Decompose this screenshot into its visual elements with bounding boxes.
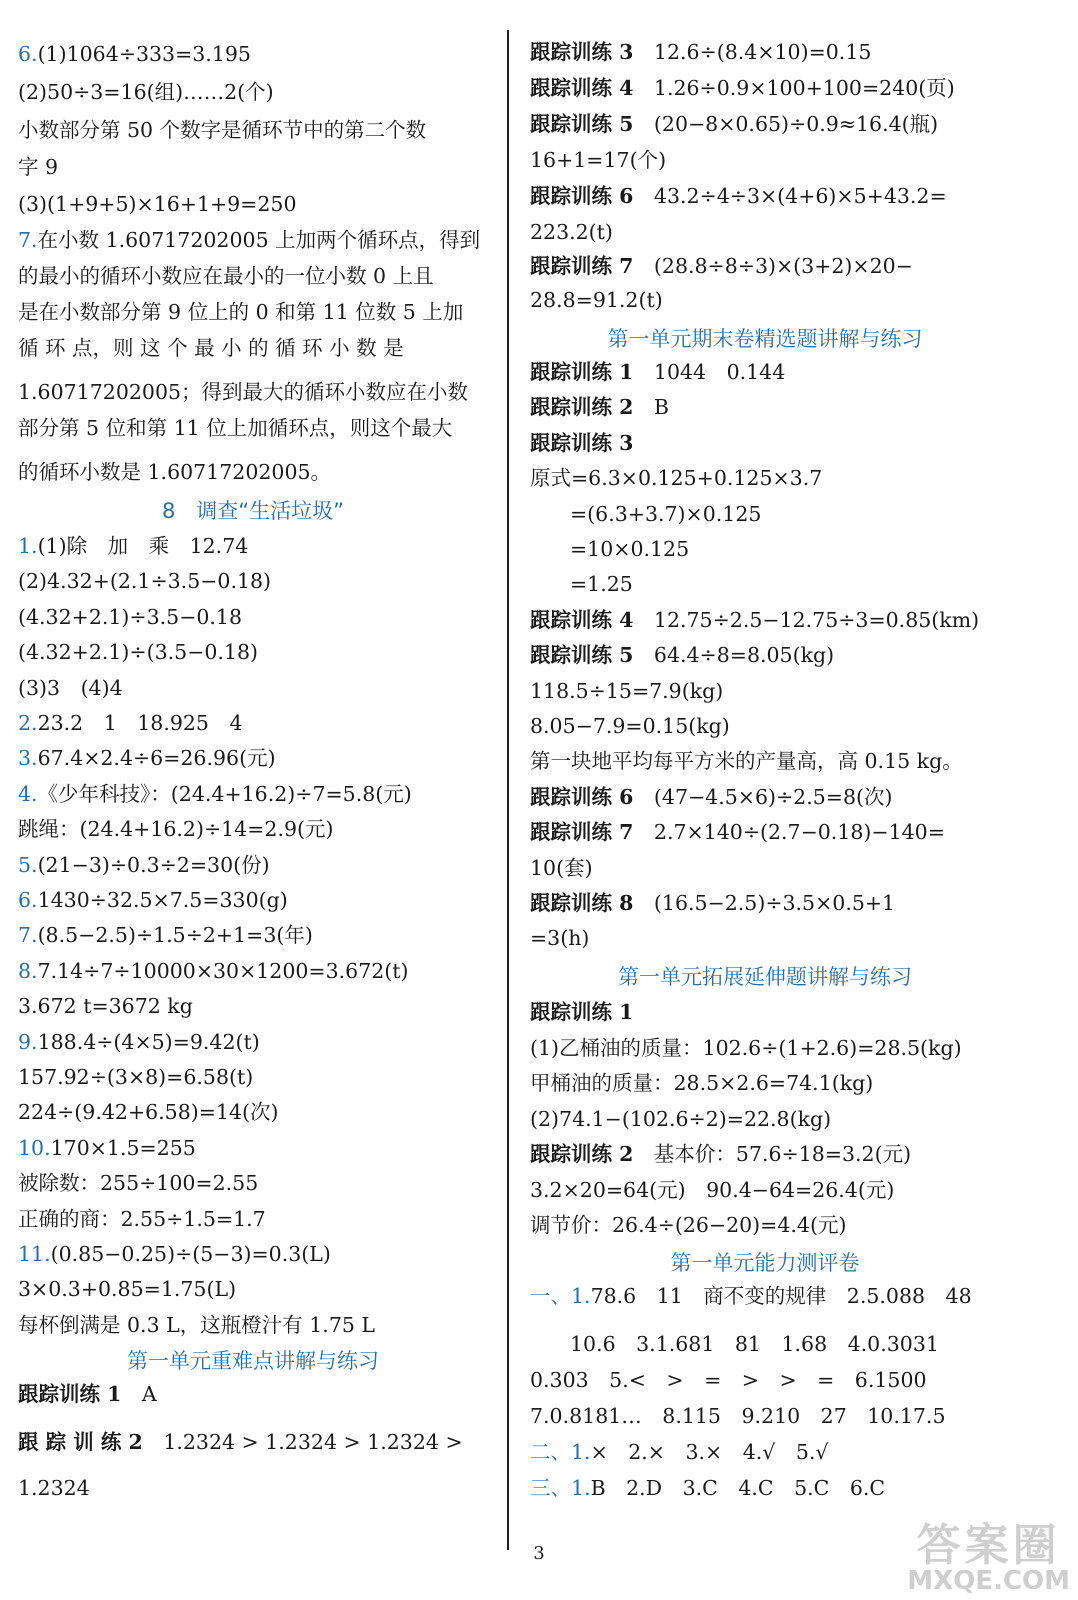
answer-line (530, 393, 669, 421)
answer-line (18, 851, 270, 879)
answer-text: 每杯倒满是 0.3 L，这瓶橙汁有 1.75 L (18, 1312, 376, 1337)
answer-line (530, 464, 822, 492)
answer-text: =10×0.125 (570, 537, 690, 561)
answer-text: 43.2÷4÷3×(4+6)×5+43.2= (653, 184, 947, 208)
answer-text: 字 9 (18, 155, 59, 179)
answer-line (530, 747, 963, 775)
answer-text: (47−4.5×6)÷2.5=8(次) (653, 784, 893, 809)
answer-line (530, 712, 730, 740)
question-number: 11. (18, 1242, 51, 1266)
answer-line (530, 783, 892, 811)
answer-text: 第一块地平均每平方米的产量高，高 0.15 kg。 (530, 749, 963, 774)
answer-line (530, 358, 785, 386)
answer-line (570, 500, 761, 528)
exercise-label: 跟踪训练 6 (530, 784, 654, 809)
exercise-label: 跟踪训练 5 (530, 112, 654, 136)
answer-line (530, 218, 613, 246)
answer-text: (2)74.1−(102.6÷2)=22.8(kg) (530, 1106, 832, 1131)
answer-text: 16+1=17(个) (530, 148, 667, 172)
page-number: 3 (533, 1543, 545, 1564)
exercise-label: 跟踪训练 3 (530, 40, 654, 64)
exercise-label: 跟踪训练 7 (530, 254, 654, 278)
answer-text: 224÷(9.42+6.58)=14(次) (18, 1100, 279, 1125)
answer-text: A (141, 1382, 157, 1406)
answer-line (18, 226, 480, 254)
answer-text: 的循环小数是 1.60717202005。 (18, 460, 332, 484)
answer-line (18, 190, 297, 218)
answer-text: 3.2×20=64(元) 90.4−64=26.4(元) (530, 1177, 895, 1202)
answer-text: =3(h) (530, 926, 590, 951)
answer-line (18, 1240, 331, 1268)
question-number: 10. (18, 1135, 51, 1160)
answer-line (530, 1438, 828, 1466)
question-number: 三、1. (530, 1476, 591, 1500)
answer-text: (2)4.32+(2.1÷3.5−0.18) (18, 569, 272, 594)
exercise-label: 跟踪训练 4 (530, 607, 654, 632)
answer-text: B 2.D 3.C 4.C 5.C 6.C (590, 1476, 886, 1500)
answer-line (18, 1474, 90, 1502)
answer-line (18, 1028, 260, 1056)
exercise-label: 跟踪训练 4 (530, 76, 654, 100)
answer-text: =1.25 (570, 572, 633, 597)
exercise-label: 跟踪训练 2 (530, 1142, 654, 1166)
answer-text: 原式=6.3×0.125+0.125×3.7 (530, 466, 823, 491)
answer-line (18, 744, 276, 772)
answer-line (530, 74, 955, 102)
answer-line (530, 1140, 911, 1168)
section-title-8: 8 调查“生活垃圾” (161, 499, 345, 523)
answer-text: 调节价：26.4÷(26−20)=4.4(元) (530, 1213, 847, 1237)
answer-line (18, 1311, 375, 1339)
answer-line (18, 886, 288, 914)
answer-text: (1)除 加 乘 12.74 (37, 534, 249, 558)
answer-line (570, 535, 689, 563)
answer-line (18, 378, 468, 406)
answer-line (18, 1275, 236, 1303)
answer-text: 188.4÷(4×5)=9.42(t) (37, 1029, 260, 1054)
answer-text: =(6.3+3.7)×0.125 (570, 501, 762, 526)
answer-text: (2)50÷3=16(组)……2(个) (18, 80, 274, 104)
answer-line (18, 1098, 279, 1126)
answer-text: (4.32+2.1)÷(3.5−0.18) (18, 640, 259, 665)
question-number: 4. (18, 781, 38, 806)
answer-text: 1.26÷0.9×100+100=240(页) (653, 76, 955, 100)
answer-line (18, 1169, 258, 1197)
answer-line (530, 854, 593, 882)
answer-line (18, 921, 313, 949)
answer-line (18, 957, 409, 985)
answer-text: 12.6÷(8.4×10)=0.15 (653, 40, 872, 64)
answer-line (18, 674, 123, 702)
answer-text: 小数部分第 50 个数字是循环节中的第二个数 (18, 118, 427, 142)
answer-text: 1044 0.144 (653, 360, 786, 384)
answer-text: 7.14÷7÷10000×30×1200=3.672(t) (37, 958, 409, 983)
answer-line (530, 606, 979, 634)
answer-line (530, 1474, 885, 1502)
answer-line (530, 1034, 962, 1062)
answer-text: 0.303 5.< > = > > = 6.1500 (530, 1368, 927, 1392)
answer-line (530, 818, 945, 846)
answer-line (530, 677, 723, 705)
answer-line (18, 1063, 253, 1091)
answer-text: (1)1064÷333=3.195 (37, 42, 251, 66)
answer-text: 2.7×140÷(2.7−0.18)−140= (653, 820, 945, 845)
exercise-label: 跟踪训练 7 (530, 820, 654, 845)
answer-line (530, 146, 666, 174)
section-title-zhongnan: 第一单元重难点讲解与练习 (127, 1349, 379, 1373)
answer-text: 78.6 11 商不变的规律 2.5.088 48 (590, 1284, 972, 1308)
answer-text: 12.75÷2.5−12.75÷3=0.85(km) (653, 607, 980, 632)
answer-line (530, 924, 589, 952)
answer-text: 64.4÷8=8.05(kg) (653, 643, 835, 668)
answer-line (18, 992, 193, 1020)
answer-text: × 2.× 3.× 4.√ 5.√ (590, 1440, 829, 1464)
answer-text: (8.5−2.5)÷1.5÷2+1=3(年) (37, 923, 313, 948)
answer-text: 23.2 1 18.925 4 (37, 711, 243, 735)
answer-line (530, 1105, 831, 1133)
question-number: 9. (18, 1029, 38, 1054)
answer-line (18, 780, 412, 808)
answer-text: (1)乙桶油的质量：102.6÷(1+2.6)=28.5(kg) (530, 1035, 962, 1060)
answer-text: 7.0.8181… 8.115 9.210 27 10.17.5 (530, 1404, 946, 1428)
exercise-label: 跟踪训练 6 (530, 184, 654, 208)
answer-line (530, 1282, 972, 1310)
answer-line (18, 298, 463, 326)
answer-text: 3.672 t=3672 kg (18, 994, 193, 1019)
answer-line (530, 1176, 894, 1204)
answer-line (18, 458, 331, 486)
question-number: 3. (18, 746, 38, 771)
question-number: 6. (18, 42, 38, 66)
answer-text: 10(套) (530, 855, 593, 880)
answer-line (530, 1069, 873, 1097)
answer-text: 223.2(t) (530, 220, 613, 244)
answer-text: B (653, 395, 669, 420)
answer-text: 28.8=91.2(t) (530, 288, 663, 312)
answer-line (18, 153, 58, 181)
answer-line (18, 414, 452, 442)
answer-line (18, 1428, 463, 1456)
answer-text: 1430÷32.5×7.5=330(g) (37, 888, 288, 912)
question-number: 8. (18, 958, 38, 983)
watermark-logo: 答案圈 MXQE.COM (907, 1520, 1070, 1596)
exercise-label: 跟 踪 训 练 2 (18, 1430, 164, 1454)
answer-text: 3×0.3+0.85=1.75(L) (18, 1277, 237, 1302)
answer-line (530, 252, 913, 280)
answer-line (18, 638, 258, 666)
exercise-label: 跟踪训练 1 (18, 1382, 142, 1406)
answer-line (18, 116, 426, 144)
answer-line (570, 1330, 939, 1358)
section-title-tuozhan: 第一单元拓展延伸题讲解与练习 (618, 965, 912, 989)
answer-text: (3)3 (4)4 (18, 675, 123, 700)
answer-line (18, 262, 434, 290)
question-number: 1. (18, 534, 38, 558)
answer-text: 118.5÷15=7.9(kg) (530, 678, 724, 703)
answer-text: (4.32+2.1)÷3.5−0.18 (18, 604, 243, 629)
answer-text: 正确的商：2.55÷1.5=1.7 (18, 1206, 266, 1231)
answer-text: 8.05−7.9=0.15(kg) (530, 714, 730, 738)
answer-line (530, 1211, 846, 1239)
answer-text: 是在小数部分第 9 位上的 0 和第 11 位数 5 上加 (18, 300, 464, 324)
question-number: 一、1. (530, 1284, 591, 1308)
answer-text: 被除数：255÷100=2.55 (18, 1171, 259, 1196)
answer-line (18, 815, 334, 843)
answer-text: 基本价：57.6÷18=3.2(元) (653, 1142, 912, 1166)
answer-line (530, 38, 871, 66)
question-number: 6. (18, 888, 38, 912)
answer-text: 67.4×2.4÷6=26.96(元) (37, 746, 276, 771)
answer-line (18, 709, 243, 737)
answer-text: 1.2324 (18, 1476, 90, 1500)
answer-text: 部分第 5 位和第 11 位上加循环点，则这个最大 (18, 416, 453, 440)
question-number: 2. (18, 711, 38, 735)
answer-line (530, 286, 663, 314)
answer-text: 甲桶油的质量：28.5×2.6=74.1(kg) (530, 1071, 874, 1095)
answer-line (18, 603, 242, 631)
answer-line (530, 110, 938, 138)
answer-text: 1.2324 > 1.2324 > 1.2324 > (163, 1430, 463, 1454)
question-number: 7. (18, 923, 38, 948)
answer-line (18, 334, 404, 362)
answer-text: 1.60717202005；得到最大的循环小数应在小数 (18, 380, 469, 404)
answer-line (530, 429, 654, 457)
question-number: 二、1. (530, 1440, 591, 1464)
answer-text: 10.6 3.1.681 81 1.68 4.0.3031 (570, 1332, 939, 1356)
answer-text: (21−3)÷0.3÷2=30(份) (37, 852, 270, 877)
answer-text: (16.5−2.5)÷3.5×0.5+1 (653, 891, 896, 915)
answer-line (570, 570, 633, 598)
answer-line (530, 641, 834, 669)
answer-line (18, 1134, 196, 1162)
section-title-qimo: 第一单元期末卷精选题讲解与练习 (607, 327, 923, 351)
answer-line (18, 78, 274, 106)
exercise-label: 跟踪训练 1 (530, 360, 654, 384)
answer-text: 循 环 点，则 这 个 最 小 的 循 环 小 数 是 (18, 336, 404, 360)
answer-line (530, 1402, 946, 1430)
exercise-label: 跟踪训练 2 (530, 395, 654, 420)
answer-line (530, 1366, 927, 1394)
question-number: 7. (18, 228, 38, 252)
answer-text: 的最小的循环小数应在最小的一位小数 0 上且 (18, 264, 434, 288)
answer-line (530, 889, 895, 917)
section-title-nengli: 第一单元能力测评卷 (670, 1251, 860, 1275)
answer-line (18, 1380, 157, 1408)
answer-line (18, 567, 271, 595)
exercise-label: 跟踪训练 5 (530, 643, 654, 668)
answer-text: 170×1.5=255 (50, 1135, 196, 1160)
answer-line (530, 998, 654, 1026)
column-divider (507, 30, 509, 1550)
answer-text: 跳绳：(24.4+16.2)÷14=2.9(元) (18, 817, 334, 842)
answer-text: 《少年科技》：(24.4+16.2)÷7=5.8(元) (37, 781, 412, 806)
exercise-label: 跟踪训练 1 (530, 1000, 654, 1024)
answer-line (18, 532, 248, 560)
exercise-label: 跟踪训练 8 (530, 891, 654, 915)
answer-line (530, 182, 947, 210)
question-number: 5. (18, 852, 38, 877)
answer-text: 157.92÷(3×8)=6.58(t) (18, 1065, 254, 1089)
answer-line (18, 1205, 266, 1233)
answer-line (18, 40, 251, 68)
answer-text: (28.8÷8÷3)×(3+2)×20− (653, 254, 913, 278)
answer-text: (0.85−0.25)÷(5−3)=0.3(L) (50, 1242, 331, 1266)
exercise-label: 跟踪训练 3 (530, 430, 654, 455)
answer-text: (20−8×0.65)÷0.9≈16.4(瓶) (653, 112, 939, 136)
answer-text: (3)(1+9+5)×16+1+9=250 (18, 192, 297, 216)
answer-text: 在小数 1.60717202005 上加两个循环点，得到 (37, 228, 481, 252)
